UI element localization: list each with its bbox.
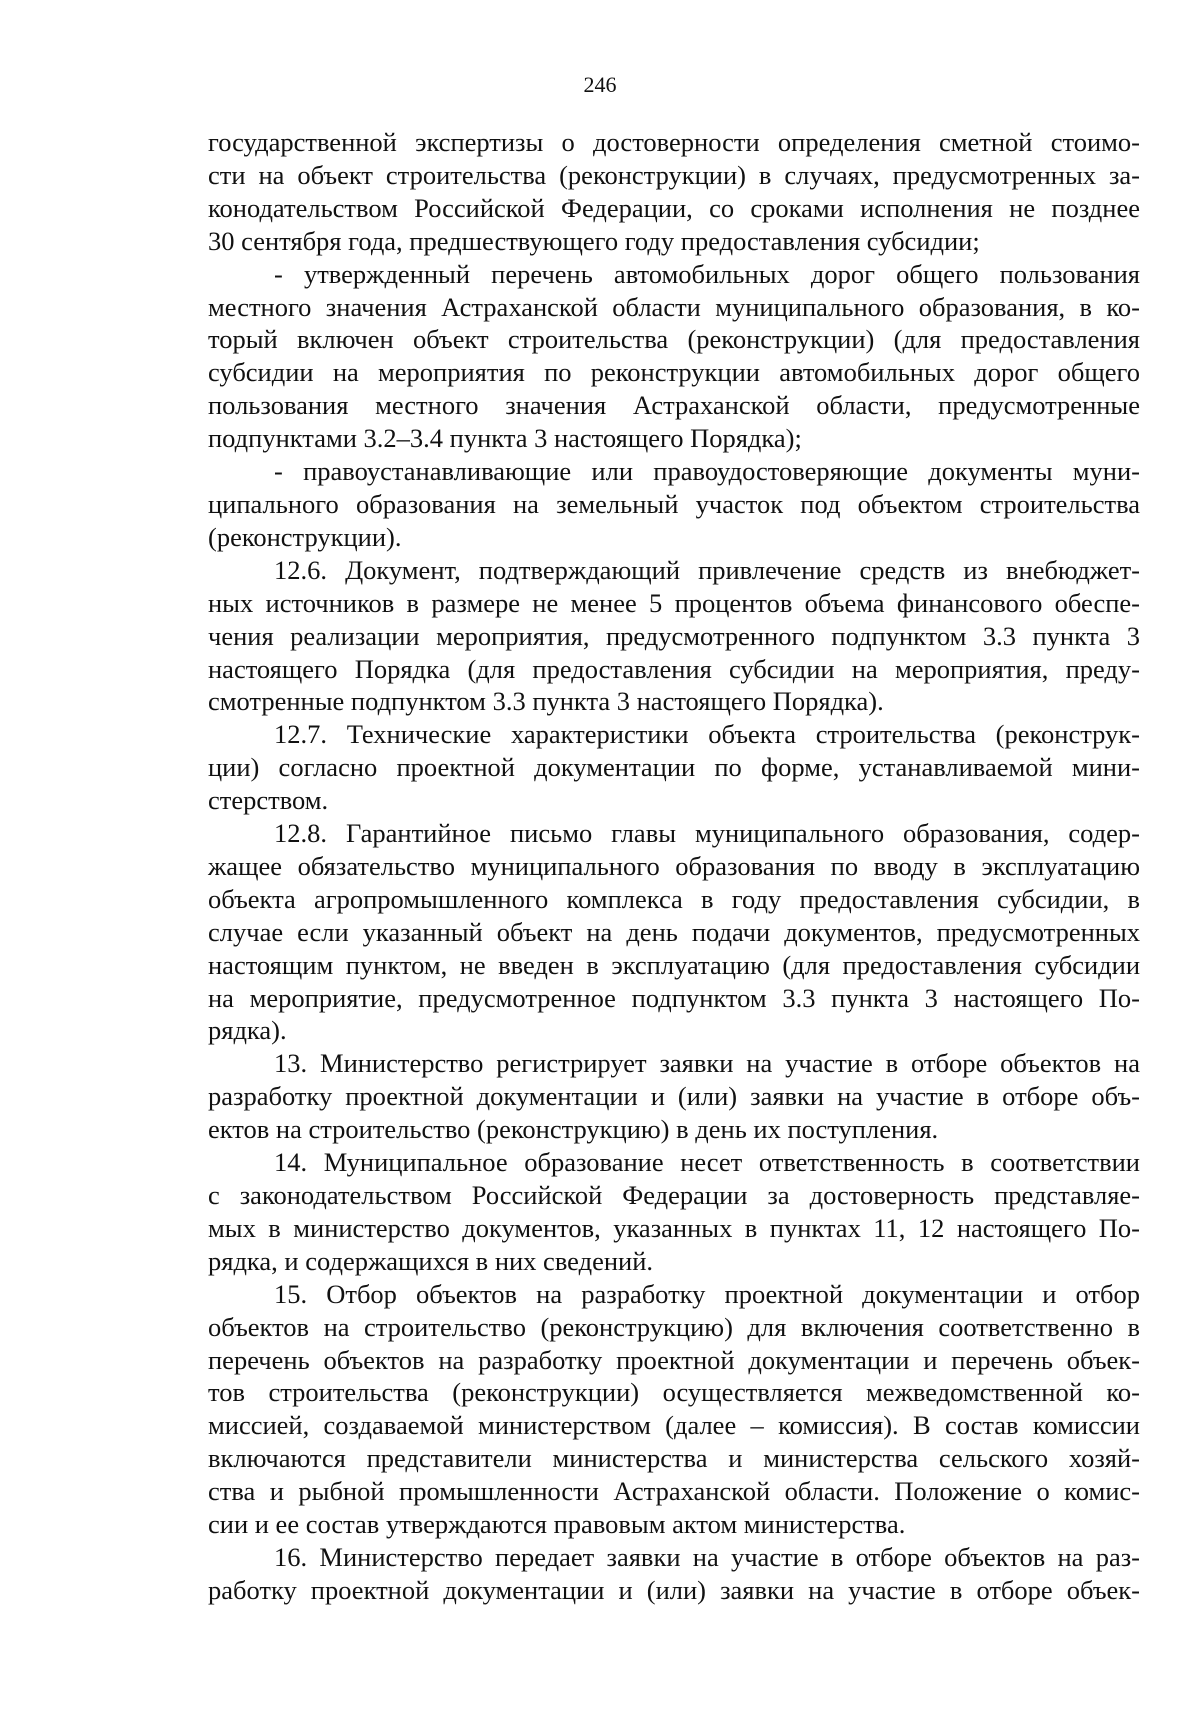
- text-line: мых в министерство документов, указанных в пунктах 11, 12 настоящего По-: [208, 1212, 1140, 1243]
- text-line: перечень объектов на разработку проектной документации и перечень объек-: [208, 1344, 1140, 1375]
- text-line: местного значения Астраханской области муниципального образования, в ко-: [208, 291, 1140, 322]
- text-line: случае если указанный объект на день подачи документов, предусмотренных: [208, 916, 1140, 947]
- text-line: - утвержденный перечень автомобильных дорог общего пользования: [274, 258, 1140, 289]
- text-line: стерством.: [208, 785, 329, 816]
- text-line: подпунктами 3.2–3.4 пункта 3 настоящего Порядка);: [208, 423, 802, 454]
- text-line: с законодательством Российской Федерации за достоверность представляе-: [208, 1180, 1140, 1210]
- text-line: 16. Министерство передает заявки на участие в отборе объектов на раз-: [274, 1541, 1140, 1572]
- text-line: смотренные подпунктом 3.3 пункта 3 настоящего Порядка).: [208, 686, 884, 717]
- text-line: миссией, создаваемой министерством (далее – комиссия). В состав комиссии: [208, 1410, 1140, 1441]
- text-line: 12.6. Документ, подтверждающий привлечение средств из внебюджет-: [274, 554, 1140, 585]
- page-number: 246: [583, 72, 617, 97]
- text-line: 15. Отбор объектов на разработку проектной документации и отбор: [274, 1278, 1140, 1309]
- text-line: на мероприятие, предусмотренное подпунктом 3.3 пункта 3 настоящего По-: [208, 982, 1140, 1013]
- text-line: конодательством Российской Федерации, со сроками исполнения не позднее: [208, 192, 1140, 223]
- text-line: торый включен объект строительства (реконструкции) (для предоставления: [208, 324, 1140, 355]
- text-line: объекта агропромышленного комплекса в году предоставления субсидии, в: [208, 883, 1140, 914]
- text-line: государственной экспертизы о достоверности определения сметной стоимо-: [208, 127, 1140, 157]
- text-line: работку проектной документации и (или) заявки на участие в отборе объек-: [208, 1574, 1140, 1605]
- text-line: настоящим пунктом, не введен в эксплуатацию (для предоставления субсидии: [208, 949, 1140, 980]
- text-line: ных источников в размере не менее 5 процентов объема финансового обеспе-: [208, 587, 1140, 618]
- text-line: 30 сентября года, предшествующего году предоставления субсидии;: [208, 225, 980, 256]
- text-line: настоящего Порядка (для предоставления субсидии на мероприятия, преду-: [208, 653, 1140, 684]
- text-line: объектов на строительство (реконструкцию) для включения соответственно в: [208, 1311, 1140, 1342]
- text-line: пользования местного значения Астраханской области, предусмотренные: [208, 390, 1140, 421]
- text-line: разработку проектной документации и (или) заявки на участие в отборе объ-: [208, 1081, 1140, 1112]
- text-line: - правоустанавливающие или правоудостоверяющие документы муни-: [274, 456, 1140, 487]
- text-line: жащее обязательство муниципального образования по вводу в эксплуатацию: [208, 850, 1140, 881]
- text-line: 14. Муниципальное образование несет ответственность в соответствии: [274, 1147, 1140, 1178]
- text-line: 13. Министерство регистрирует заявки на участие в отборе объектов на: [274, 1048, 1140, 1079]
- text-line: ципального образования на земельный участок под объектом строительства: [208, 488, 1140, 519]
- text-line: ции) согласно проектной документации по форме, устанавливаемой мини-: [208, 752, 1140, 783]
- text-line: рядка).: [208, 1015, 287, 1046]
- text-line: сти на объект строительства (реконструкции) в случаях, предусмотренных за-: [208, 159, 1140, 190]
- text-line: ства и рыбной промышленности Астраханской области. Положение о комис-: [208, 1476, 1140, 1507]
- text-line: субсидии на мероприятия по реконструкции автомобильных дорог общего: [208, 357, 1140, 388]
- text-line: 12.7. Технические характеристики объекта строительства (реконструк-: [274, 719, 1140, 750]
- text-line: чения реализации мероприятия, предусмотренного подпунктом 3.3 пункта 3: [208, 620, 1140, 651]
- text-line: сии и ее состав утверждаются правовым актом министерства.: [208, 1509, 906, 1540]
- document-body: [208, 126, 1140, 1607]
- text-line: включаются представители министерства и министерства сельского хозяй-: [208, 1443, 1140, 1474]
- text-line: (реконструкции).: [208, 521, 402, 552]
- text-line: ектов на строительство (реконструкцию) в день их поступления.: [208, 1114, 939, 1145]
- text-line: тов строительства (реконструкции) осуществляется межведомственной ко-: [208, 1377, 1140, 1408]
- text-line: 12.8. Гарантийное письмо главы муниципального образования, содер-: [274, 818, 1140, 849]
- text-line: рядка, и содержащихся в них сведений.: [208, 1245, 654, 1276]
